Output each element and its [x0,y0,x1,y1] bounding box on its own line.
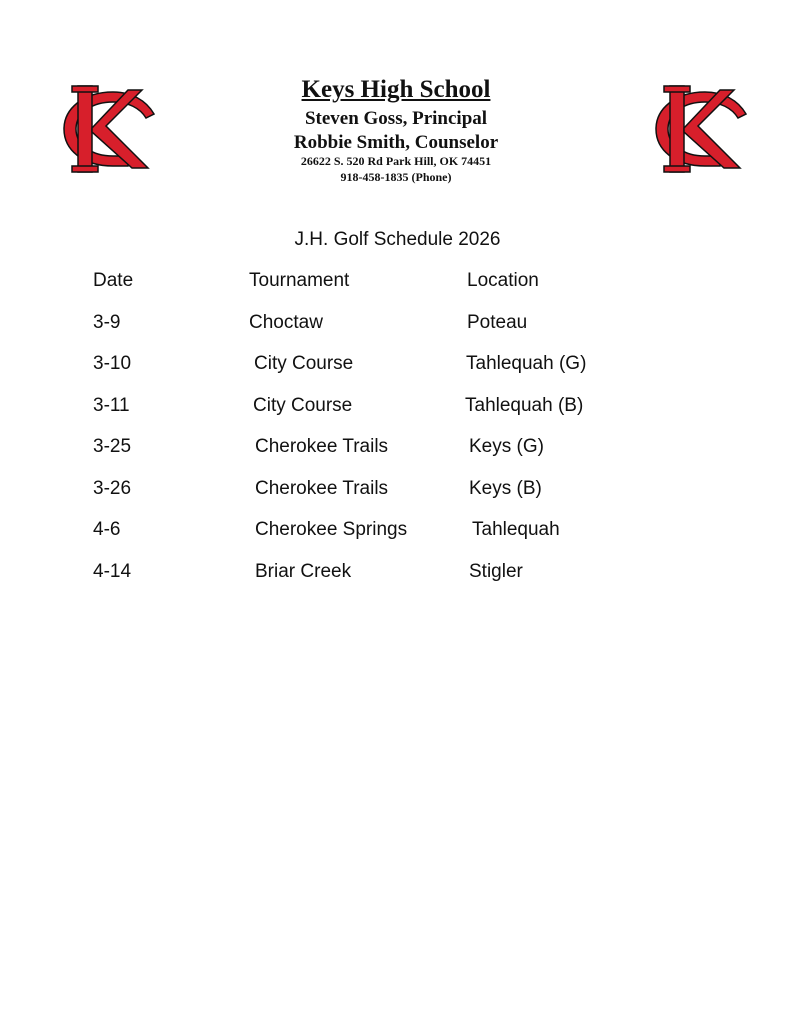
date-cell: 3-26 [93,478,132,499]
schedule-title: J.H. Golf Schedule 2026 [294,229,501,250]
kc-logo-right [650,84,750,174]
column-header-date: Date [93,270,134,291]
principal: Steven Goss, Principal [304,108,488,129]
location-cell: Tahlequah [472,519,560,540]
date-cell: 3-9 [93,312,121,333]
phone: 918-458-1835 (Phone) [340,170,452,184]
tournament-cell: Cherokee Springs [255,519,408,540]
address: 26622 S. 520 Rd Park Hill, OK 74451 [300,154,492,168]
location-cell: Stigler [469,561,523,582]
date-cell: 4-6 [93,519,121,540]
tournament-cell: Choctaw [249,312,323,333]
date-cell: 3-11 [93,395,130,416]
counselor: Robbie Smith, Counselor [293,132,499,153]
column-header-location: Location [467,270,539,291]
kc-logo-left [58,84,158,174]
tournament-cell: City Course [253,395,353,416]
tournament-cell: City Course [254,353,354,374]
date-cell: 3-25 [93,436,132,457]
tournament-cell: Briar Creek [255,561,352,582]
location-cell: Tahlequah (G) [466,353,587,374]
tournament-cell: Cherokee Trails [255,436,389,457]
date-cell: 4-14 [93,561,132,582]
location-cell: Keys (B) [469,478,542,499]
column-header-tournament: Tournament [249,270,350,291]
location-cell: Keys (G) [469,436,544,457]
location-cell: Poteau [467,312,528,333]
school-name: Keys High School [301,76,491,103]
location-cell: Tahlequah (B) [465,395,584,416]
tournament-cell: Cherokee Trails [255,478,389,499]
date-cell: 3-10 [93,353,132,374]
